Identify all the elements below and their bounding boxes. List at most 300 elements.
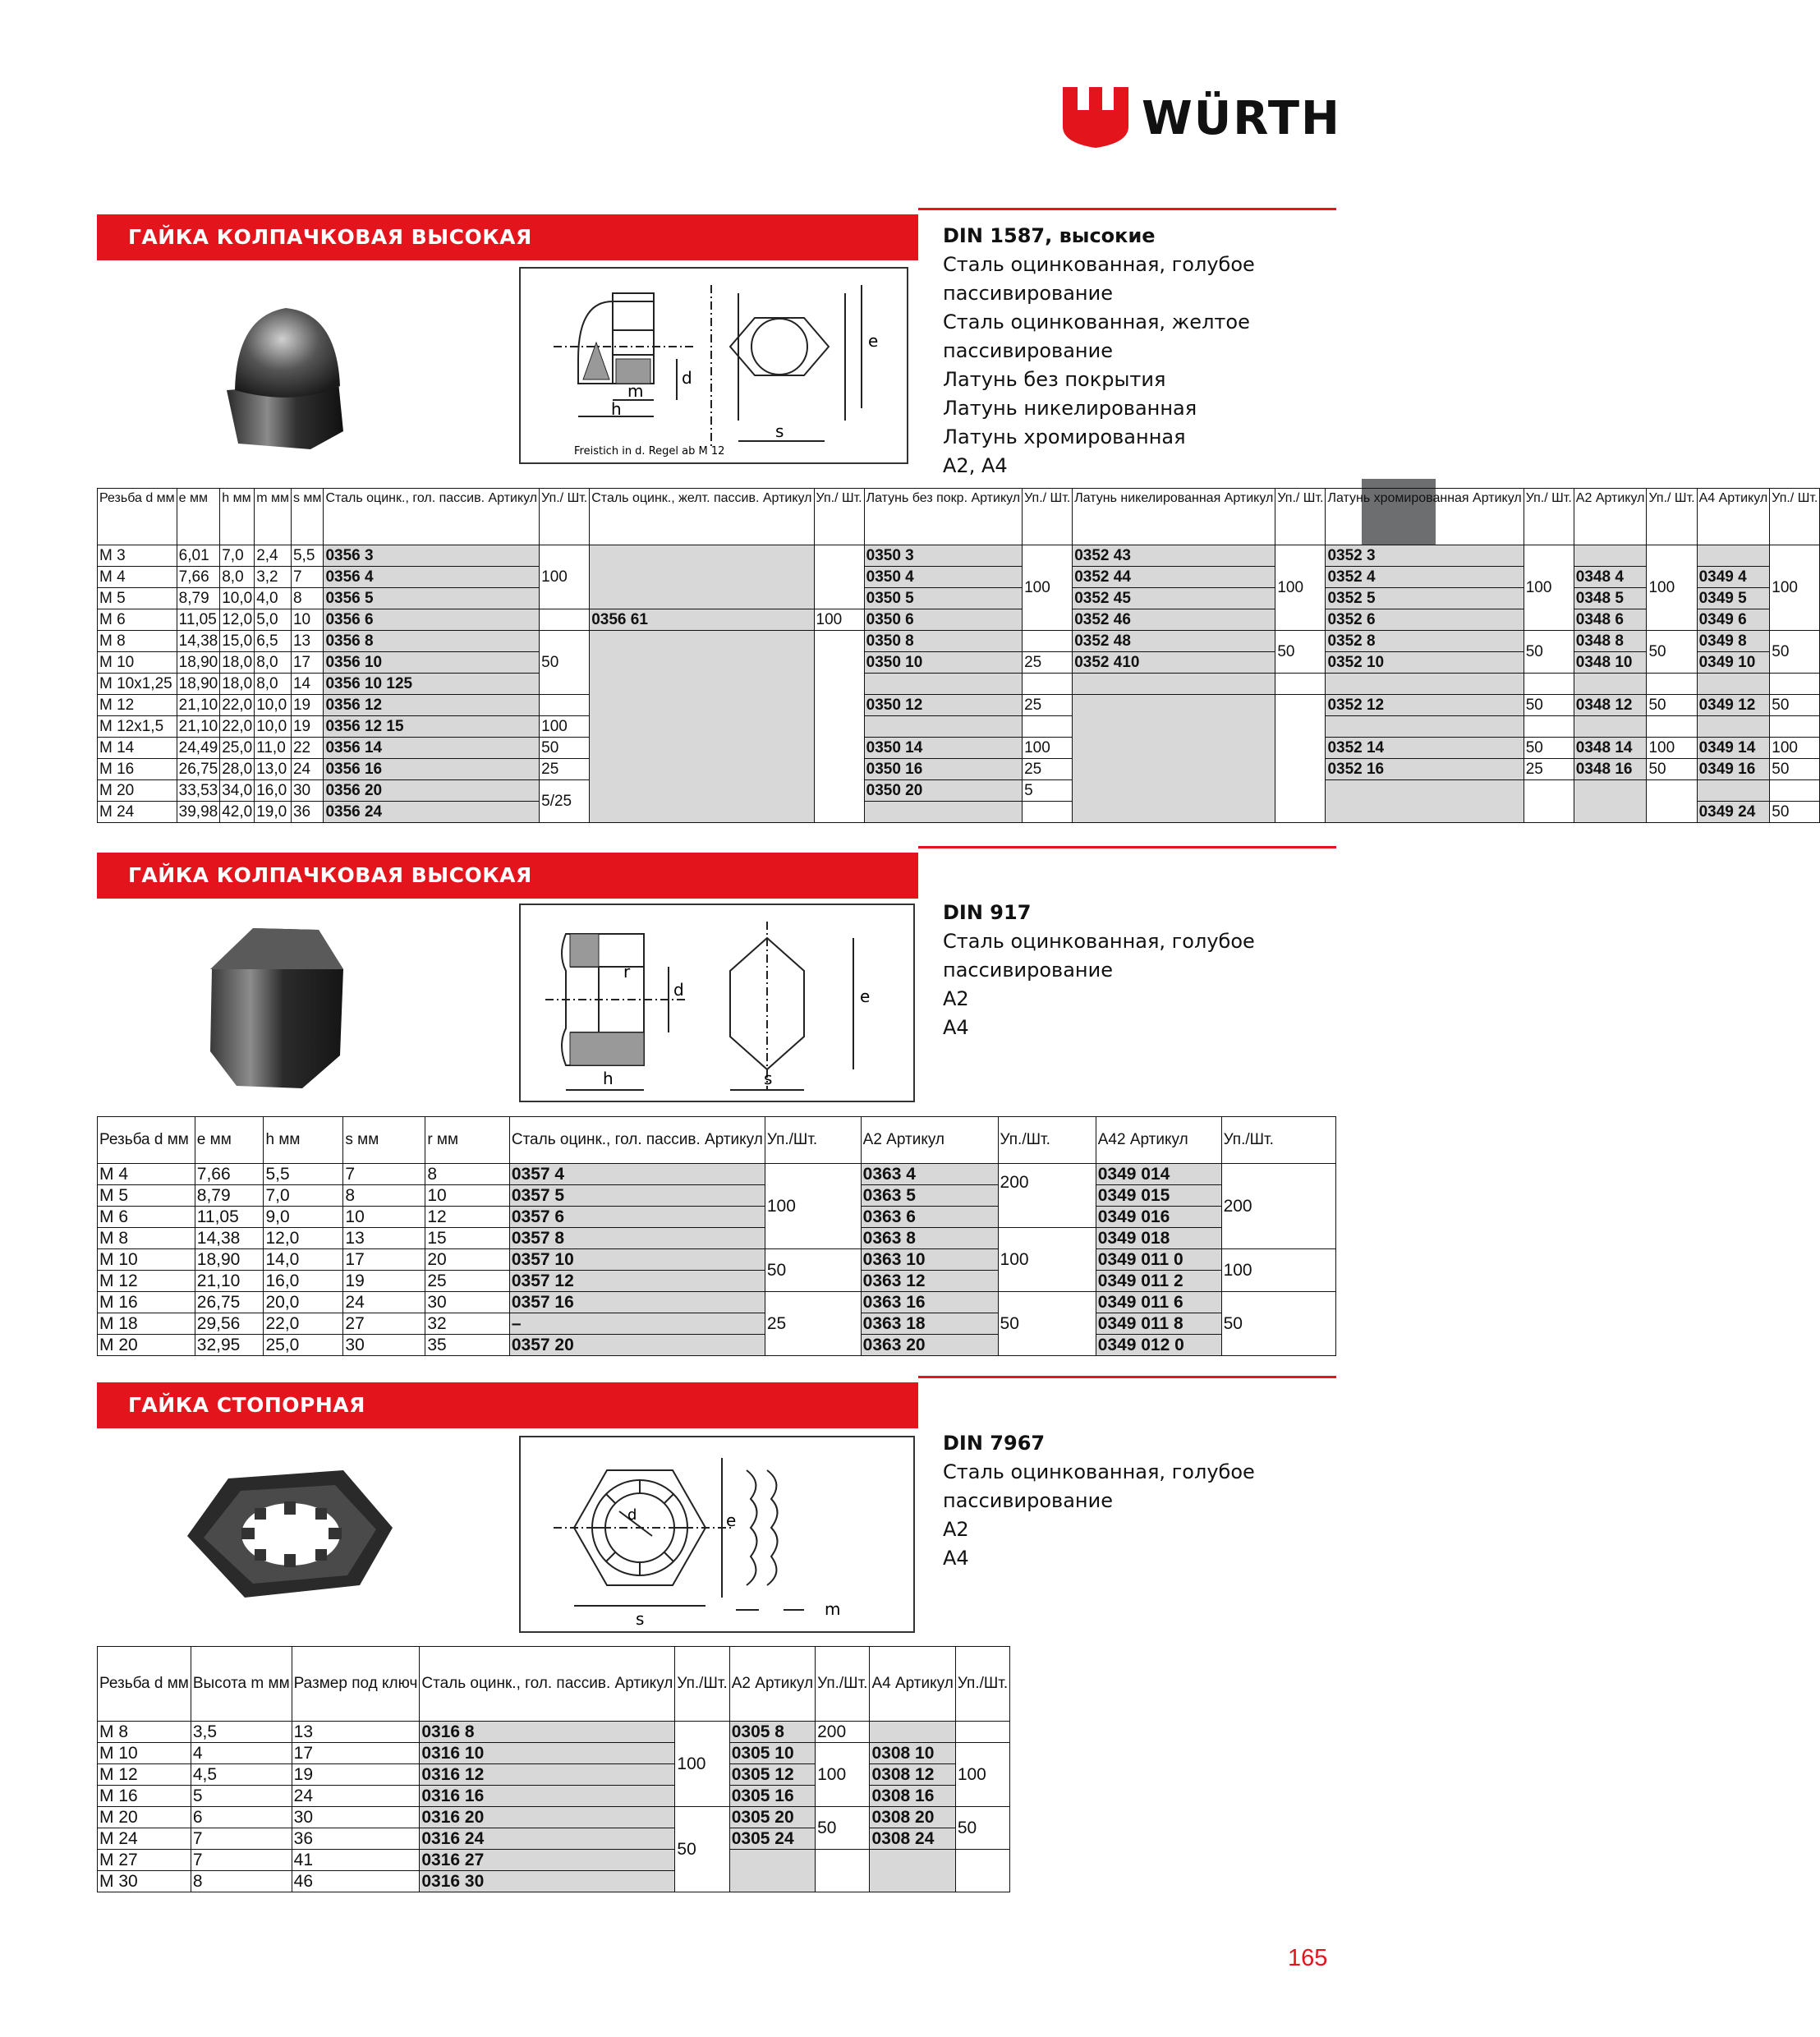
header-cell: Уп./Шт. [1221,1117,1335,1164]
cell: 7 [343,1164,425,1185]
cell: 14,38 [177,631,220,652]
material-line: пассивирование [943,339,1113,362]
pack-cell: 25 [1023,759,1073,780]
lock-nut-photo [97,1446,458,1626]
cell: 4,0 [255,588,292,609]
cell: 17 [292,1743,420,1764]
table-row [98,1807,1010,1828]
pack-cell: 100 [998,1228,1096,1292]
cell: 3,2 [255,567,292,588]
cell: 25 [425,1271,510,1292]
article-cell [1073,695,1275,823]
cell: 13 [291,631,323,652]
header-cell: A4 Артикул [1697,489,1770,545]
cell: M 18 [98,1313,195,1335]
cell: 17 [291,652,323,674]
pack-cell: 100 [1023,545,1073,631]
cell: 21,10 [177,716,220,738]
article-cell: 0349 8 [1697,631,1770,652]
material-line: пассивирование [943,959,1113,982]
technical-drawing-icon [521,269,907,462]
pack-cell: 5/25 [540,780,590,823]
material-line: Сталь оцинкованная, желтое [943,310,1250,333]
cell: 3,5 [191,1722,292,1743]
article-cell: 0350 14 [864,738,1022,759]
cell: M 12 [98,1271,195,1292]
article-cell: 0308 12 [870,1764,955,1786]
article-cell [1574,716,1647,738]
pack-cell: 50 [1275,631,1326,674]
cell: 21,10 [177,695,220,716]
cell: 26,75 [177,759,220,780]
pack-cell: 100 [1647,545,1697,631]
cell: 22,0 [220,716,255,738]
table-row [98,1164,1336,1185]
header-cell: e мм [195,1117,264,1164]
pack-cell [1524,780,1574,823]
pack-cell: 50 [540,738,590,759]
drawing-label-r: r [623,962,631,982]
cap-nut-din917-photo-icon [97,912,458,1101]
cell: 34,0 [220,780,255,802]
header-cell: Уп./Шт. [955,1647,1009,1722]
article-cell [1326,716,1524,738]
table-header-row [98,1647,1010,1722]
cell: 17 [343,1249,425,1271]
section-3-title: ГАЙКА СТОПОРНАЯ [128,1393,365,1417]
table-row [98,1828,1010,1850]
cell: 13 [343,1228,425,1249]
article-cell: 0357 5 [509,1185,765,1207]
header-cell: A2 Артикул [1574,489,1647,545]
cell: 8 [191,1871,292,1892]
article-cell [1574,674,1647,695]
cell: 18,90 [177,674,220,695]
material-line: A4 [943,1016,969,1039]
drawing-label-d: d [682,368,692,388]
material-line: Латунь хромированная [943,425,1186,448]
cell: 2,4 [255,545,292,567]
article-cell: 0350 12 [864,695,1022,716]
article-cell: 0348 12 [1574,695,1647,716]
cell: 8,79 [195,1185,264,1207]
drawing-caption: Freistich in d. Regel ab M 12 [574,445,725,458]
cell: 7 [191,1850,292,1871]
material-line: пассивирование [943,1489,1113,1512]
cell: M 10 [98,1743,191,1764]
article-cell: 0356 6 [324,609,540,631]
drawing-label-e: e [726,1511,737,1530]
header-cell: A2 Артикул [861,1117,998,1164]
section-2-title: ГАЙКА КОЛПАЧКОВАЯ ВЫСОКАЯ [128,863,532,887]
drawing-label-h: h [611,399,622,419]
table-row [98,1207,1336,1228]
article-cell: 0349 011 8 [1096,1313,1221,1335]
article-cell: 0356 5 [324,588,540,609]
pack-cell [1023,802,1073,823]
pack-cell: 100 [816,1743,870,1807]
header-cell: h мм [264,1117,343,1164]
section-3-standard: DIN 7967 [943,1432,1046,1455]
pack-cell: 5 [1023,780,1073,802]
header-cell: Уп./Шт. [998,1117,1096,1164]
header-cell: Резьба d мм [98,489,177,545]
cell: M 20 [98,1335,195,1356]
pack-cell: 100 [1275,545,1326,631]
header-cell: Сталь оцинк., гол. пассив. Артикул [324,489,540,545]
article-cell: 0349 12 [1697,695,1770,716]
pack-cell [814,631,864,823]
cell: M 5 [98,1185,195,1207]
article-cell [870,1722,955,1743]
section-1-title-bar [97,214,918,260]
pack-cell: 50 [1770,759,1820,780]
cell: 30 [292,1807,420,1828]
article-cell: 0348 14 [1574,738,1647,759]
header-cell: r мм [425,1117,510,1164]
cell: 16,0 [255,780,292,802]
drawing-label-s: s [775,421,784,441]
cell: 46 [292,1871,420,1892]
article-cell: 0350 16 [864,759,1022,780]
article-cell: 0350 4 [864,567,1022,588]
pack-cell: 25 [1023,652,1073,674]
logo-wordmark: WÜRTH [1142,92,1341,145]
cell: 18,0 [220,652,255,674]
article-cell: 0352 8 [1326,631,1524,652]
article-cell: 0308 16 [870,1786,955,1807]
pack-cell [1023,631,1073,652]
cell: 16,0 [264,1271,343,1292]
lock-nut-drawing [519,1436,915,1633]
article-cell: 0352 46 [1073,609,1275,631]
cell: 24 [292,1786,420,1807]
cell: 35 [425,1335,510,1356]
table-row [98,631,1820,652]
article-cell: 0349 016 [1096,1207,1221,1228]
article-cell [1073,674,1275,695]
cell: 4 [191,1743,292,1764]
article-cell: 0356 20 [324,780,540,802]
article-cell: 0316 8 [420,1722,675,1743]
cell: 11,05 [177,609,220,631]
header-cell: s мм [291,489,323,545]
table-row [98,1850,1010,1871]
din917-table [97,1116,1336,1356]
table-row [98,780,1820,802]
article-cell: 0356 3 [324,545,540,567]
material-line: Сталь оцинкованная, голубое [943,1460,1255,1483]
page-number: 165 [1288,1945,1328,1971]
cell: 6,5 [255,631,292,652]
table-row [98,1764,1010,1786]
article-cell: 0352 44 [1073,567,1275,588]
cell: 8 [343,1185,425,1207]
pack-cell [1275,674,1326,695]
pack-cell: 50 [1770,802,1820,823]
header-cell: Уп./ Шт. [1275,489,1326,545]
cell: 15,0 [220,631,255,652]
cell: 30 [343,1335,425,1356]
cell: 11,0 [255,738,292,759]
cell: M 8 [98,1722,191,1743]
table-row [98,1335,1336,1356]
pack-cell: 200 [998,1164,1096,1228]
wurth-logo-mark-icon [1059,85,1132,149]
cell: M 16 [98,1292,195,1313]
table-row [98,674,1820,695]
cell: M 24 [98,802,177,823]
article-cell [590,631,814,823]
article-cell: 0356 12 [324,695,540,716]
pack-cell [1275,695,1326,823]
article-cell: 0352 12 [1326,695,1524,716]
cell: 30 [291,780,323,802]
cell: M 8 [98,631,177,652]
cell: 32,95 [195,1335,264,1356]
article-cell: 0357 4 [509,1164,765,1185]
header-cell: Высота m мм [191,1647,292,1722]
cell: 13 [292,1722,420,1743]
pack-cell: 25 [1023,695,1073,716]
article-cell: 0352 16 [1326,759,1524,780]
article-cell: 0349 4 [1697,567,1770,588]
technical-drawing-icon [521,905,913,1101]
cell: M 4 [98,1164,195,1185]
cell: 8,79 [177,588,220,609]
article-cell: 0348 10 [1574,652,1647,674]
pack-cell [1524,716,1574,738]
pack-cell: 50 [955,1807,1009,1850]
cell: 19 [343,1271,425,1292]
din7967-table [97,1646,1010,1892]
article-cell: 0363 16 [861,1292,998,1313]
article-cell: 0348 16 [1574,759,1647,780]
header-cell: A2 Артикул [729,1647,815,1722]
cell: 7,66 [195,1164,264,1185]
cell: 19 [291,695,323,716]
pack-cell: 50 [1647,631,1697,674]
pack-cell [955,1722,1009,1743]
article-cell: 0349 011 2 [1096,1271,1221,1292]
cell: M 24 [98,1828,191,1850]
cap-nut-din917-photo [97,912,458,1101]
article-cell: 0363 5 [861,1185,998,1207]
pack-cell: 50 [1221,1292,1335,1356]
article-cell: 0357 16 [509,1292,765,1313]
header-cell: Резьба d мм [98,1117,195,1164]
cap-nut-high-drawing [519,267,908,464]
article-cell [864,716,1022,738]
article-cell: 0363 20 [861,1335,998,1356]
article-cell: 0349 24 [1697,802,1770,823]
cell: M 16 [98,1786,191,1807]
pack-cell [1770,716,1820,738]
table-row [98,1722,1010,1743]
drawing-label-s: s [764,1069,773,1088]
table-row [98,1313,1336,1335]
article-cell [1574,545,1647,567]
table-row [98,1743,1010,1764]
article-cell: 0363 6 [861,1207,998,1228]
material-line: Латунь без покрытия [943,368,1166,391]
pack-cell [1023,716,1073,738]
article-cell: 0363 10 [861,1249,998,1271]
article-cell: 0352 14 [1326,738,1524,759]
article-cell: 0349 16 [1697,759,1770,780]
cell: 15 [425,1228,510,1249]
cap-nut-photo-icon [97,267,458,472]
article-cell [1697,545,1770,567]
pack-cell: 50 [675,1807,729,1892]
article-cell: – [509,1313,765,1335]
wurth-logo [1059,85,1339,149]
pack-cell: 50 [765,1249,861,1292]
section-2-spec [943,899,1255,1042]
material-line: A4 [943,1547,969,1570]
pack-cell: 100 [540,545,590,609]
pack-cell: 100 [814,609,864,631]
cell: 10 [343,1207,425,1228]
cell: M 20 [98,1807,191,1828]
table-row [98,1228,1336,1249]
article-cell [1697,716,1770,738]
pack-cell [816,1850,870,1892]
header-cell: A4 Артикул [870,1647,955,1722]
article-cell: 0350 10 [864,652,1022,674]
cell: 14,38 [195,1228,264,1249]
pack-cell: 50 [540,631,590,695]
pack-cell [1524,674,1574,695]
article-cell: 0316 10 [420,1743,675,1764]
article-cell: 0308 24 [870,1828,955,1850]
article-cell: 0305 16 [729,1786,815,1807]
cell: M 20 [98,780,177,802]
pack-cell: 25 [1524,759,1574,780]
article-cell [729,1850,815,1892]
cell: M 30 [98,1871,191,1892]
drawing-label-m: m [627,381,644,401]
pack-cell: 200 [816,1722,870,1743]
lock-nut-photo-icon [97,1446,458,1626]
cell: 9,0 [264,1207,343,1228]
article-cell: 0349 014 [1096,1164,1221,1185]
article-cell: 0305 20 [729,1807,815,1828]
article-cell: 0348 6 [1574,609,1647,631]
cell: 6,01 [177,545,220,567]
article-cell: 0349 018 [1096,1228,1221,1249]
material-line: A2 [943,1518,969,1541]
article-cell: 0363 12 [861,1271,998,1292]
article-cell [1326,674,1524,695]
pack-cell: 25 [540,759,590,780]
drawing-label-d: d [627,1506,637,1524]
article-cell: 0316 27 [420,1850,675,1871]
header-cell: Уп./ Шт. [1647,489,1697,545]
section-2-rule [918,846,1336,848]
cell: 22,0 [264,1313,343,1335]
cell: 11,05 [195,1207,264,1228]
cell: 7,0 [220,545,255,567]
pack-cell: 100 [675,1722,729,1807]
pack-cell: 25 [765,1292,861,1356]
cell: 7 [291,567,323,588]
pack-cell: 50 [1524,695,1574,716]
cell: 39,98 [177,802,220,823]
pack-cell: 100 [1023,738,1073,759]
header-cell: Уп./ Шт. [1524,489,1574,545]
technical-drawing-icon [521,1437,913,1631]
table-row [98,695,1820,716]
article-cell: 0348 4 [1574,567,1647,588]
header-cell: Уп./Шт. [765,1117,861,1164]
header-cell: Сталь оцинк., желт. пассив. Артикул [590,489,814,545]
table-header-row [98,489,1820,545]
cell: 14,0 [264,1249,343,1271]
header-cell: h мм [220,489,255,545]
drawing-label-m: m [825,1599,841,1619]
cell: 12,0 [264,1228,343,1249]
cell: 7,66 [177,567,220,588]
cell: 28,0 [220,759,255,780]
table-row [98,759,1820,780]
header-cell: m мм [255,489,292,545]
article-cell: 0305 8 [729,1722,815,1743]
article-cell: 0349 011 6 [1096,1292,1221,1313]
pack-cell: 50 [1770,695,1820,716]
article-cell: 0357 6 [509,1207,765,1228]
pack-cell: 200 [1221,1164,1335,1249]
cell: 5 [191,1786,292,1807]
article-cell [1697,780,1770,802]
pack-cell [1647,780,1697,823]
article-cell: 0356 24 [324,802,540,823]
cell: M 12 [98,1764,191,1786]
pack-cell: 50 [998,1292,1096,1356]
article-cell: 0305 24 [729,1828,815,1850]
table-row [98,1249,1336,1271]
article-cell: 0349 012 0 [1096,1335,1221,1356]
cell: M 6 [98,609,177,631]
article-cell [864,674,1022,695]
cell: M 5 [98,588,177,609]
pack-cell: 100 [1524,545,1574,631]
table-row [98,545,1820,567]
pack-cell: 100 [1770,545,1820,631]
cell: 30 [425,1292,510,1313]
header-cell: Резьба d мм [98,1647,191,1722]
article-cell: 0363 18 [861,1313,998,1335]
article-cell: 0305 10 [729,1743,815,1764]
cell: 10,0 [255,716,292,738]
article-cell [1697,674,1770,695]
article-cell: 0352 48 [1073,631,1275,652]
article-cell: 0350 6 [864,609,1022,631]
cell: 41 [292,1850,420,1871]
article-cell: 0352 45 [1073,588,1275,609]
cell: 5,0 [255,609,292,631]
cell: 4,5 [191,1764,292,1786]
pack-cell [1770,674,1820,695]
material-line: A2, A4 [943,454,1008,477]
article-cell: 0352 4 [1326,567,1524,588]
article-cell: 0356 12 15 [324,716,540,738]
pack-cell: 50 [816,1807,870,1850]
cell: M 12 [98,695,177,716]
article-cell: 0356 4 [324,567,540,588]
cell: 29,56 [195,1313,264,1335]
article-cell: 0356 61 [590,609,814,631]
